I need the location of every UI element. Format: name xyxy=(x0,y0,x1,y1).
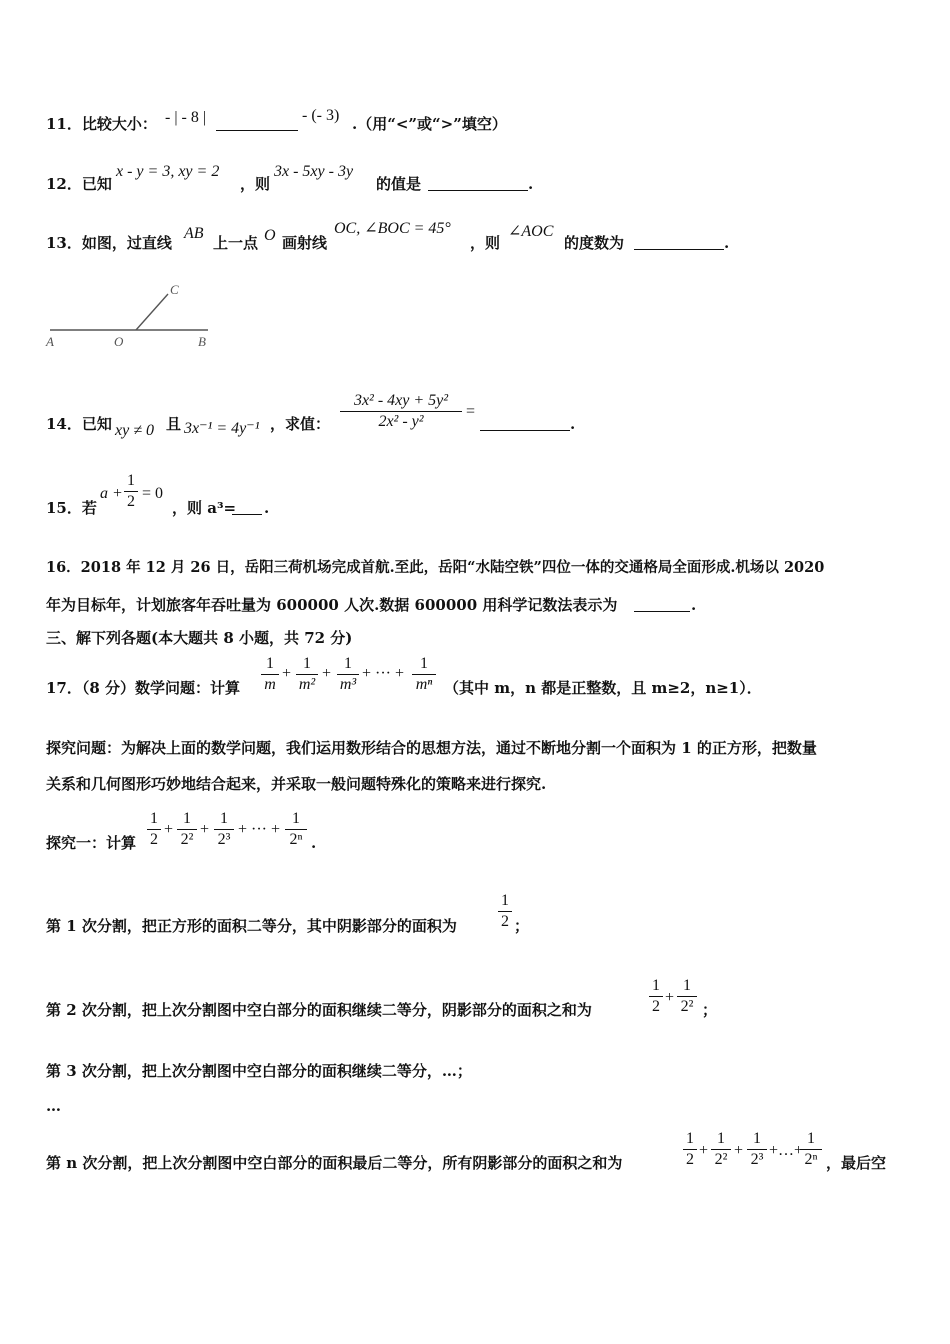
stepn-term-2-num: 1 xyxy=(717,1130,725,1147)
q17-term-n-den: mⁿ xyxy=(415,676,433,693)
e1-term-2 xyxy=(177,810,197,849)
q16-line1: 16．2018 年 12 月 26 日，岳阳三荷机场完成首航.至此，岳阳“水陆空铁”四位一体的交通格局全面形成.机场以 2020 xyxy=(46,559,825,576)
q15-a-plus: a + xyxy=(100,485,123,502)
q17-term-3 xyxy=(337,655,359,694)
q15-equals-zero: = 0 xyxy=(142,485,164,502)
q17-dots: + ··· + xyxy=(362,665,405,682)
q15-fraction-num: 1 xyxy=(127,472,135,489)
q17-tail: （其中 m，n 都是正整数，且 m≥2，n≥1）． xyxy=(444,679,762,697)
step1-den: 2 xyxy=(501,913,509,930)
q14-condition1: xy ≠ 0 xyxy=(115,422,154,439)
q15-fraction xyxy=(124,472,138,511)
q13-point-o: O xyxy=(264,227,276,244)
q17-term-1 xyxy=(261,655,279,694)
stepn-term-2-den: 2² xyxy=(714,1151,728,1168)
q15-tail: ，则 a³= xyxy=(172,499,237,517)
stepn-term-3 xyxy=(747,1130,767,1169)
q17-term-2-num: 1 xyxy=(303,655,311,672)
stepn-text: 第 n 次分割，把上次分割图中空白部分的面积最后二等分，所有阴影部分的面积之和为 xyxy=(46,1154,623,1172)
q17-plus-1: + xyxy=(282,665,292,682)
q17-term-2-den: m² xyxy=(298,676,316,693)
stepn-term-1 xyxy=(683,1130,697,1169)
q14-denominator: 2x² - y² xyxy=(378,413,424,430)
q11-answer-blank[interactable] xyxy=(216,116,298,131)
q17-term-1-den: m xyxy=(264,676,276,693)
e1-term-2-num: 1 xyxy=(183,810,191,827)
stepn-dots: +…+ xyxy=(769,1142,804,1159)
q15-answer-blank[interactable] xyxy=(232,500,262,515)
stepn-term-n-num: 1 xyxy=(807,1130,815,1147)
q11-left-expr: - | - 8 | xyxy=(165,109,207,126)
step1-fraction xyxy=(498,892,512,931)
q12-condition: x - y = 3, xy = 2 xyxy=(116,163,220,180)
q13-tail: 的度数为 xyxy=(564,234,625,252)
e1-term-n-num: 1 xyxy=(292,810,300,827)
stepn-term-3-num: 1 xyxy=(753,1130,761,1147)
q13-label: 13．如图，过直线 xyxy=(46,234,172,252)
q14-label: 14．已知 xyxy=(46,415,112,433)
e1-term-n-den: 2ⁿ xyxy=(289,831,303,848)
e1-term-3 xyxy=(214,810,234,849)
e1-plus-2: + xyxy=(200,821,210,838)
q14-fraction xyxy=(340,392,462,431)
q17-term-1-num: 1 xyxy=(266,655,274,672)
q11-tail: .（用“<”或“>”填空） xyxy=(352,115,507,133)
q15-fraction-den: 2 xyxy=(127,493,135,510)
ray-oc xyxy=(136,294,168,330)
q17-plus-2: + xyxy=(322,665,332,682)
q12-expression: 3x - 5xy - 3y xyxy=(274,163,354,180)
e1-term-1 xyxy=(147,810,161,849)
q12-end: . xyxy=(528,175,534,193)
q15-label: 15．若 xyxy=(46,499,97,517)
stepn-end: ，最后空 xyxy=(826,1154,887,1172)
stepn-term-1-num: 1 xyxy=(686,1130,694,1147)
q12-answer-blank[interactable] xyxy=(428,176,528,191)
q14-text2: ，求值： xyxy=(270,415,331,433)
step2-term-1-den: 2 xyxy=(652,998,660,1015)
q17-label: 17．（8 分）数学问题：计算 xyxy=(46,679,241,697)
q17-term-3-num: 1 xyxy=(344,655,352,672)
label-o: O xyxy=(114,334,124,349)
e1-term-3-den: 2³ xyxy=(217,831,231,848)
q13-line-ab: AB xyxy=(184,225,204,242)
stepn-plus-2: + xyxy=(734,1142,744,1159)
q11-label: 11．比较大小： xyxy=(46,115,157,133)
q11-right-expr: - (- 3) xyxy=(302,107,340,124)
stepn-term-3-den: 2³ xyxy=(750,1151,764,1168)
q17-term-n xyxy=(412,655,436,694)
q13-text2: 画射线 xyxy=(282,234,328,252)
q13-figure xyxy=(40,278,230,354)
q14-end: . xyxy=(570,415,576,433)
step3-text: 第 3 次分割，把上次分割图中空白部分的面积继续二等分，…； xyxy=(46,1062,472,1080)
e1-term-1-den: 2 xyxy=(150,831,158,848)
q16-answer-blank[interactable] xyxy=(634,597,690,612)
step2-term-2 xyxy=(677,977,697,1016)
step2-term-2-num: 1 xyxy=(683,977,691,994)
q16-end: . xyxy=(691,596,697,614)
step2-term-1-num: 1 xyxy=(652,977,660,994)
e1-term-n xyxy=(285,810,307,849)
q15-end: . xyxy=(264,499,270,517)
explore1-end: . xyxy=(311,834,317,852)
q14-numerator: 3x² - 4xy + 5y² xyxy=(353,392,449,409)
ellipsis: … xyxy=(46,1097,61,1115)
q16-line2: 年为目标年，计划旅客年吞吐量为 600000 人次.数据 600000 用科学记数法表示为 xyxy=(46,596,618,614)
section-3-heading: 三、解下列各题(本大题共 8 小题，共 72 分) xyxy=(46,629,353,647)
e1-term-3-num: 1 xyxy=(220,810,228,827)
stepn-term-n xyxy=(800,1130,822,1169)
e1-dots: + ··· + xyxy=(238,821,281,838)
q17-term-2 xyxy=(296,655,318,694)
step2-end: ； xyxy=(702,1001,718,1019)
q12-tail: 的值是 xyxy=(376,175,422,193)
stepn-term-n-den: 2ⁿ xyxy=(804,1151,818,1168)
q13-answer-blank[interactable] xyxy=(634,235,724,250)
label-a: A xyxy=(46,334,54,349)
step2-plus: + xyxy=(665,989,675,1006)
explore-line1: 探究问题：为解决上面的数学问题，我们运用数形结合的思想方法，通过不断地分割一个面积为 1 的正方形，把数量 xyxy=(46,739,817,757)
q14-answer-blank[interactable] xyxy=(480,416,570,431)
stepn-term-2 xyxy=(711,1130,731,1169)
q14-condition2: 3x⁻¹ = 4y⁻¹ xyxy=(184,420,260,437)
q14-equals: = xyxy=(466,403,476,420)
e1-term-2-den: 2² xyxy=(180,831,194,848)
step2-term-2-den: 2² xyxy=(680,998,694,1015)
q13-text1: 上一点 xyxy=(213,234,259,252)
step2-term-1 xyxy=(649,977,663,1016)
q12-label: 12．已知 xyxy=(46,175,112,193)
q14-text1: 且 xyxy=(166,415,182,433)
label-c: C xyxy=(170,282,179,297)
label-b: B xyxy=(198,334,206,349)
q17-term-3-den: m³ xyxy=(339,676,357,693)
q13-text3: ，则 xyxy=(470,234,501,252)
q12-mid: ，则 xyxy=(240,175,271,193)
e1-term-1-num: 1 xyxy=(150,810,158,827)
step1-num: 1 xyxy=(501,892,509,909)
q13-condition: OC, ∠BOC = 45° xyxy=(334,220,451,237)
explore1-label: 探究一：计算 xyxy=(46,834,137,852)
step2-text: 第 2 次分割，把上次分割图中空白部分的面积继续二等分，阴影部分的面积之和为 xyxy=(46,1001,592,1019)
explore-line2: 关系和几何图形巧妙地结合起来，并采取一般问题特殊化的策略来进行探究. xyxy=(46,775,547,793)
stepn-plus-1: + xyxy=(699,1142,709,1159)
stepn-term-1-den: 2 xyxy=(686,1151,694,1168)
step1-end: ； xyxy=(514,917,530,935)
q13-end: . xyxy=(724,234,730,252)
e1-plus-1: + xyxy=(164,821,174,838)
q17-term-n-num: 1 xyxy=(420,655,428,672)
step1-text: 第 1 次分割，把正方形的面积二等分，其中阴影部分的面积为 xyxy=(46,917,457,935)
q13-angle-aoc: ∠AOC xyxy=(508,223,554,240)
